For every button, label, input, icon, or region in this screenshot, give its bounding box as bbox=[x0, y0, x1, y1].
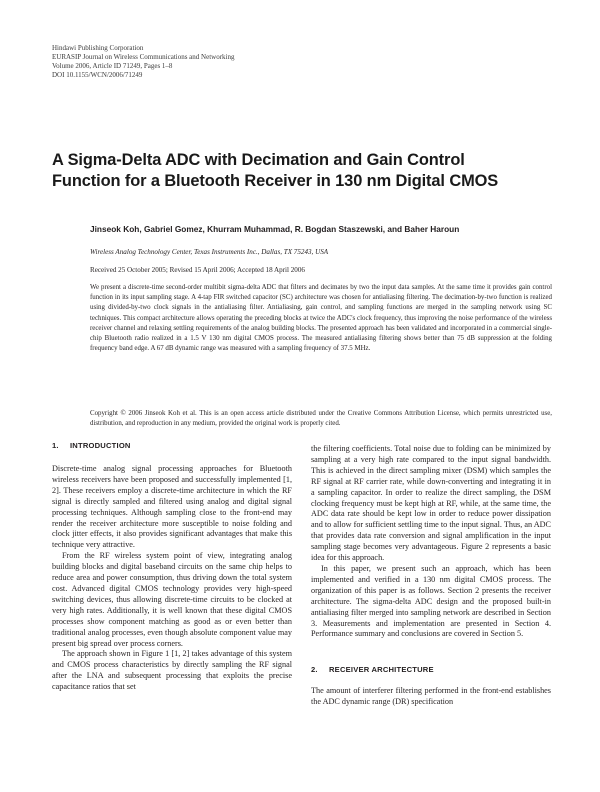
affiliation: Wireless Analog Technology Center, Texas Instruments Inc., Dallas, TX 75243, USA bbox=[90, 248, 329, 256]
abstract: We present a discrete-time second-order multibit sigma-delta ADC that filters and decimates by two the input data samples. At the same time it provides gain control function in its input sampling stage. A 4-tap FIR switched capacitor (SC) architecture was chosen for antialiasing filtering. The decimation-by-two function is realized using divided-by-two clock signals in the antialiasing filter. Antialiasing, gain control, and sampling functions are merged in the sampling network using SC techniques. This compact architecture allows operating the preceding blocks at twice the ADC's clock frequency, thus improving the noise performance of the wireless receiver channel and relaxing settling requirements of the analog building blocks. The presented approach has been validated and incorporated in a commercial single-chip Bluetooth radio realized in a 1.5 V 130 nm digital CMOS process. The measured antialiasing filtering shows better than 75 dB suppression at the folding frequency band edge. A 67 dB dynamic range was measured with a sampling frequency of 37.5 MHz. bbox=[90, 284, 552, 353]
title-line-1: A Sigma-Delta ADC with Decimation and Gain Control bbox=[52, 151, 465, 169]
publisher-line: Hindawi Publishing Corporation bbox=[52, 44, 144, 52]
title-line-2: Function for a Bluetooth Receiver in 130 nm Digital CMOS bbox=[52, 172, 499, 190]
paragraph: In this paper, we present such an approach, which has been implemented and verified in a 130 nm digital CMOS process. The organization of this paper is as follows. Section 2 presents the receiver architecture. The sigma-delta ADC design and the proposed built-in antialiasing filter merged into sampling network are described in Section 3. Measurements and implementation are presented in Section 4. Performance summary and conclusions are covered in Section 5. bbox=[311, 563, 551, 639]
paragraph: The amount of interferer filtering performed in the front-end establishes the ADC dynamic range (DR) specification bbox=[311, 686, 551, 706]
copyright-notice: Copyright © 2006 Jinseok Koh et al. This is an open access article distributed under the Creative Commons Attribution License, which permits unrestricted use, distribution, and reproduction in any medium, provided the original work is properly cited. bbox=[90, 410, 552, 428]
doi-line: DOI 10.1155/WCN/2006/71249 bbox=[52, 71, 143, 79]
paragraph: From the RF wireless system point of view, integrating analog building blocks and digital baseband circuits on the same chip helps to reduce area and power consumption, thus driving down the total system cost. Advanced digital CMOS technology provides very high-speed switching devices, thus allowing discrete-time circuits to be clocked at very high rates. Additionally, it is well known that these digital CMOS processes show component matching as good as or even better than traditional analog processes, even though absolute component value may present big spread over process corners. bbox=[52, 551, 292, 648]
paragraph: The approach shown in Figure 1 [1, 2] takes advantage of this system and CMOS process characteristics by directly sampling the RF signal after the LNA and subsequent processing that exploits the precise capacitance ratios that set bbox=[52, 649, 292, 692]
paper-title bbox=[52, 150, 552, 192]
volume-line: Volume 2006, Article ID 71249, Pages 1–8 bbox=[52, 62, 173, 70]
journal-line: EURASIP Journal on Wireless Communications and Networking bbox=[52, 53, 235, 61]
section-1-number: 1. bbox=[52, 441, 59, 450]
left-column bbox=[52, 464, 292, 693]
section-1-heading bbox=[52, 441, 131, 450]
section-2-title: RECEIVER ARCHITECTURE bbox=[329, 665, 434, 674]
section-2-body bbox=[311, 686, 551, 708]
right-column bbox=[311, 444, 551, 640]
authors: Jinseok Koh, Gabriel Gomez, Khurram Muhammad, R. Bogdan Staszewski, and Baher Haroun bbox=[90, 224, 460, 234]
section-2-number: 2. bbox=[311, 665, 318, 674]
section-2-heading bbox=[311, 665, 434, 674]
paragraph: the filtering coefficients. Total noise due to folding can be minimized by sampling at a very high rate compared to the input signal bandwidth. This is achieved in the direct sampling mixer (DSM) which samples the RF signal at RF carrier rate, while down-converting and integrating it in a sampling capacitor. In order to realize the direct sampling, the DSM clocking frequency must be kept high at RF, while, at the same time, the ADC data rate should be kept low in order to reduce power dissipation and to allow for sufficient settling time to the input signal. Thus, an ADC that provides data rate conversion and signal amplification in the input sampling stage becomes very advantageous. Figure 2 represents a basic idea for this approach. bbox=[311, 444, 551, 563]
paragraph: Discrete-time analog signal processing approaches for Bluetooth wireless receivers have been proposed and successfully implemented [1, 2]. These receivers employ a discrete-time architecture in which the RF signal is directly sampled and filtered using analog and digital signal processing techniques. Although sampling close to the front-end may render the receiver architecture more susceptible to noise folding and clock jitter effects, it also provides significant advantages that make this technique very attractive. bbox=[52, 464, 292, 550]
received-dates: Received 25 October 2005; Revised 15 April 2006; Accepted 18 April 2006 bbox=[90, 266, 305, 274]
section-1-title: INTRODUCTION bbox=[70, 441, 131, 450]
journal-header bbox=[52, 44, 234, 80]
